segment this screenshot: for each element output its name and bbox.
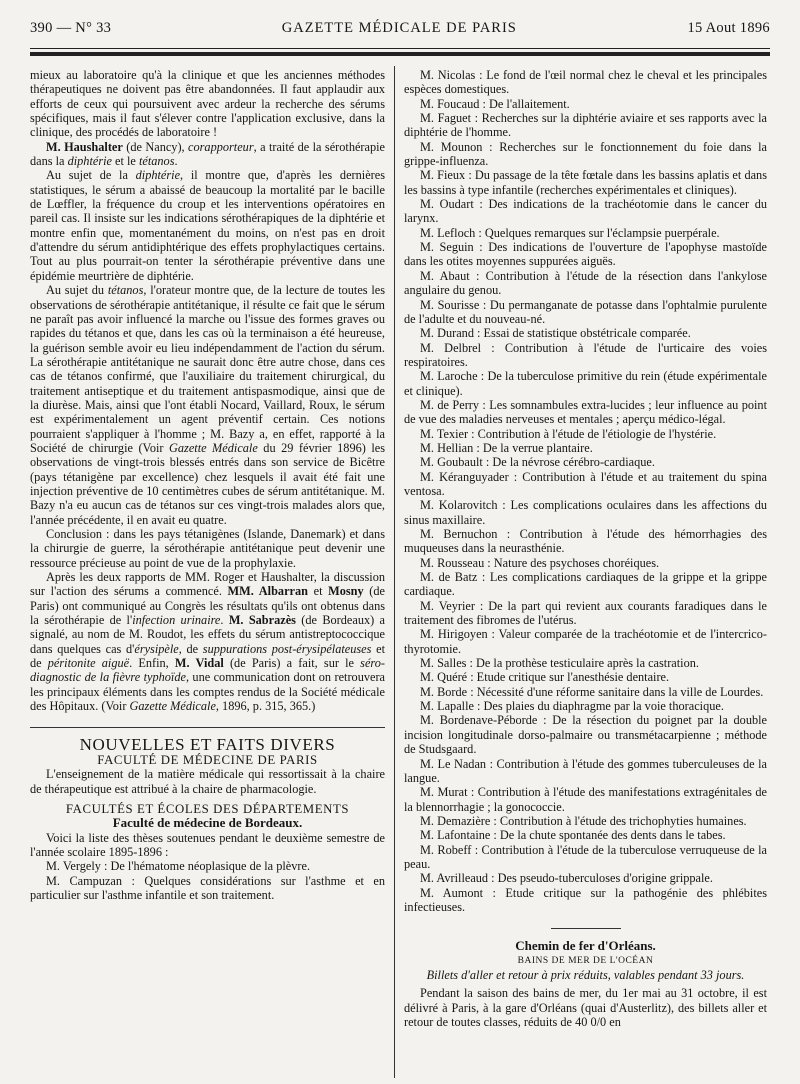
journal-title: GAZETTE MÉDICALE DE PARIS: [281, 20, 517, 36]
thesis-entry: M. Borde : Nécessité d'une réforme sanitaire dans la ville de Lourdes.: [420, 684, 764, 699]
thesis-entry: M. Texier : Contribution à l'étude de l'étiologie de l'hystérie.: [420, 426, 717, 441]
thesis-entry: M. de Batz : Les complications cardiaques de la grippe et la grippe cardiaque.: [404, 570, 767, 599]
thesis-entry: M. Faguet : Recherches sur la diphtérie aviaire et ses rapports avec la diphtérie de l'homme.: [404, 111, 767, 140]
thesis-entry: M. Rousseau : Nature des psychoses choréiques.: [420, 555, 660, 570]
thesis-entry: M. Kolarovitch : Les complications oculaires dans les affections du sinus maxillaire.: [404, 498, 767, 527]
thesis-entry: M. Bernuchon : Contribution à l'étude des hémorrhagies des muqueuses dans la neurasthénie.: [404, 527, 767, 556]
thesis-entry: M. Sourisse : Du permanganate de potasse dans l'ophtalmie purulente de l'adulte et du nouveau-né.: [404, 297, 767, 326]
thesis-entry: M. Mounon : Recherches sur le fonctionnement du foie dans la grippe-influenza.: [404, 139, 767, 169]
subsection-heading: BAINS DE MER DE L'OCÉAN: [517, 955, 654, 966]
subsection-heading: FACULTÉS ET ÉCOLES DES DÉPARTEMENTS: [65, 801, 350, 816]
thesis-entry: M. Murat : Contribution à l'étude des manifestations extragénitales de la blennorrhagie ; la gonococcie.: [404, 785, 767, 814]
thesis-entry: M. Seguin : Des indications de l'ouverture de l'apophyse mastoïde dans les otites moyennes suppurées aiguës.: [404, 240, 767, 269]
paragraph: M. Haushalter (de Nancy), corapporteur, a traité de la sérothérapie dans la diphtérie et le tétanos.: [30, 139, 386, 169]
column-divider: [394, 66, 395, 1078]
thesis-entry: M. Nicolas : Le fond de l'œil normal chez le cheval et les principales espèces domestiques.: [404, 68, 767, 97]
thesis-entry: M. Quéré : Etude critique sur l'anesthésie dentaire.: [420, 670, 670, 685]
thesis-entry: M. Bordenave-Péborde : De la résection du poignet par la double incision longitudinale dorso-palmaire ou transmétacarpienne ; méthode de Studsgaard.: [404, 713, 767, 757]
paragraph: L'enseignement de la matière médicale qui ressortissait à la chaire de thérapeutique est attribué à la chaire de pharmacologie.: [30, 767, 385, 796]
subsection-heading: Chemin de fer d'Orléans.: [515, 938, 656, 954]
page-number: 390 — N° 33: [30, 20, 112, 36]
thesis-entry: M. Demazière : Contribution à l'étude des trichophyties humaines.: [420, 813, 747, 828]
paragraph: Après les deux rapports de MM. Roger et Haushalter, la discussion sur l'action des sérums a commencé. MM. Albarran et Mosny (de Paris) ont communiqué au Congrès les résultats qu'ils ont obtenus dans la sérothérapie de l'infection urinaire. M. Sabrazès (de Bordeaux) a signalé, au nom de M. Roudot, les effets du sérum antistreptococcique dans quelques cas d'érysipèle, de suppurations post-érysipélateuses et de péritonite aiguë. Enfin, M. Vidal (de Paris) a fait, sur le séro-diagnostic de la fièvre typhoïde, une communication dont on retrouvera les principaux éléments dans les comptes rendus de la Société médicale des Hôpitaux. (Voir Gazette Médicale, 1896, p. 315, 365.): [30, 570, 386, 714]
thesis-entry: M. Abaut : Contribution à l'étude de la résection dans l'ankylose angulaire du genou.: [404, 268, 767, 298]
left-column: [30, 68, 385, 902]
thesis-entry: M. Durand : Essai de statistique obstétricale comparée.: [420, 326, 691, 341]
issue-date: 15 Aout 1896: [687, 20, 770, 36]
thesis-entry: M. Goubault : De la névrose cérébro-cardiaque.: [420, 455, 655, 470]
header-rule-thin: [30, 48, 770, 49]
thesis-entry: M. Campuzan : Quelques considérations sur l'asthme et en particulier sur l'asthme infantile et son traitement.: [30, 873, 385, 902]
paragraph: Voici la liste des thèses soutenues pendant le deuxième semestre de l'année scolaire 1895-1896 :: [30, 830, 385, 859]
subsection-heading: Faculté de médecine de Bordeaux.: [112, 815, 303, 831]
section-heading: NOUVELLES ET FAITS DIVERS: [79, 735, 336, 755]
paragraph: Au sujet du tétanos, l'orateur montre que, de la lecture de toutes les observations de sérothérapie antitétanique, il résulte ce fait que le sérum ne paraît pas avoir influencé la marche ou l'issue des formes graves ou rapides du tétanos et que, dans les cas où la terminaison a été heureuse, la guérison semble avoir eu lieu indépendamment de l'action du sérum. La sérothérapie antitétanique ne saurait donc être autre chose, dans ces cas de tétanos confirmé, que l'auxiliaire du traitement chirurgical, du traitement antiseptique et du traitement antispasmodique, ainsi que de la diurèse. Mais, ainsi que l'ont établi Nocard, Vaillard, Roux, le sérum est expérimentalement un agent préventif certain. Ces notions pourraient s'appliquer à l'homme ; M. Bazy a, en effet, rapporté à la Société de chirurgie (Voir Gazette Médicale du 29 février 1896) les observations de vingt-trois blessés entrés dans son service de Bicêtre (pays tétanigène par excellence) chez lesquels il avait été fait une injection préventive de 10 centimètres cubes de sérum antitétanique. M. Bazy n'a eu aucun cas de tétanos sur ces vingt-trois malades alors que, l'année précédente, il en avait eu quatre.: [30, 283, 385, 527]
paragraph: Au sujet de la diphtérie, il montre que, d'après les dernières statistiques, le sérum a abaissé de beaucoup la mortalité par le bacille de Lœffler, la fréquence du croup et les interventions opératoires en pareil cas. Il insiste sur les indications sérothérapiques de la diphtérie et montre enfin que, momentanément du moins, on n'est pas en droit d'attendre du sérum antidiphtérique des effets prophylactiques certains. Tout au plus pourrait-on tenter la sérothérapie préventive dans une épidémie meurtrière de diphtérie.: [30, 168, 385, 283]
thesis-entry: M. Fieux : Du passage de la tête fœtale dans les bassins aplatis et dans les bassins à type infantile (recherches expérimentales et cliniques).: [404, 168, 767, 197]
theses-list: [404, 68, 767, 914]
thesis-entry: M. Delbrel : Contribution à l'étude de l'urticaire des voies respiratoires.: [404, 340, 767, 369]
paragraph: Billets d'aller et retour à prix réduits, valables pendant 33 jours.: [426, 967, 745, 982]
header-rule-thick: [30, 52, 770, 56]
thesis-entry: M. Kéranguyader : Contribution à l'étude et au traitement du spina ventosa.: [404, 469, 767, 498]
thesis-entry: M. Salles : De la prothèse testiculaire après la castration.: [420, 656, 699, 671]
thesis-entry: M. Avrilleaud : Des pseudo-tuberculoses d'origine grippale.: [420, 871, 713, 886]
thesis-entry: M. de Perry : Les somnambules extra-lucides ; leur influence au point de vue des maladies nerveuses et mentales ; aperçu médico-légal.: [404, 397, 767, 427]
paragraph: Conclusion : dans les pays tétanigènes (Islande, Danemark) et dans la chirurgie de guerre, la sérothérapie antitétanique peut devenir une ressource précieuse au point de vue de la prophylaxie.: [30, 527, 385, 570]
thesis-entry: M. Le Nadan : Contribution à l'étude des gommes tuberculeuses de la langue.: [404, 756, 767, 785]
thesis-entry: M. Hellian : De la verrue plantaire.: [420, 440, 593, 455]
thesis-entry: M. Laroche : De la tuberculose primitive du rein (étude expérimentale et clinique).: [404, 369, 767, 398]
thesis-entry: M. Veyrier : De la part qui revient aux courants faradiques dans le traitement des fibromes de l'utérus.: [404, 598, 767, 628]
thesis-entry: M. Robeff : Contribution à l'étude de la tuberculose verruqueuse de la peau.: [404, 842, 767, 871]
thesis-entry: M. Foucaud : De l'allaitement.: [420, 96, 570, 111]
paragraph: mieux au laboratoire qu'à la clinique et que les anciennes méthodes thérapeutiques ne doivent pas être abandonnées. Il faut applaudir aux efforts de ceux qui poursuivent avec ardeur la recherche des sérums spécifiques, mais il faut s'élever contre l'application exclusive, dans la clinique, des procédés de laboratoire !: [30, 68, 385, 140]
thesis-entry: M. Aumont : Etude critique sur la pathogénie des phlébites infectieuses.: [404, 885, 767, 914]
thesis-entry: M. Lapalle : Des plaies du diaphragme par la voie thoracique.: [420, 699, 724, 714]
right-column: [404, 68, 767, 1029]
section-rule: [30, 727, 385, 728]
subsection-heading: FACULTÉ DE MÉDECINE DE PARIS: [97, 752, 318, 767]
thesis-entry: M. Hirigoyen : Valeur comparée de la trachéotomie et de l'intercrico-thyrotomie.: [404, 627, 767, 656]
separator: [551, 928, 621, 929]
thesis-entry: M. Oudart : Des indications de la trachéotomie dans le cancer du larynx.: [404, 197, 767, 226]
thesis-entry: M. Vergely : De l'hématome néoplasique de la plèvre.: [46, 859, 311, 874]
paragraph: Pendant la saison des bains de mer, du 1er mai au 31 octobre, il est délivré à Paris, à la gare d'Orléans (quai d'Austerlitz), des billets aller et retour de toutes classes, réduits de 40 0/0 en: [404, 986, 767, 1029]
page-header: [30, 20, 770, 46]
thesis-entry: M. Lafontaine : De la chute spontanée des dents dans le tabes.: [420, 828, 726, 843]
thesis-entry: M. Lefloch : Quelques remarques sur l'éclampsie puerpérale.: [420, 225, 720, 240]
